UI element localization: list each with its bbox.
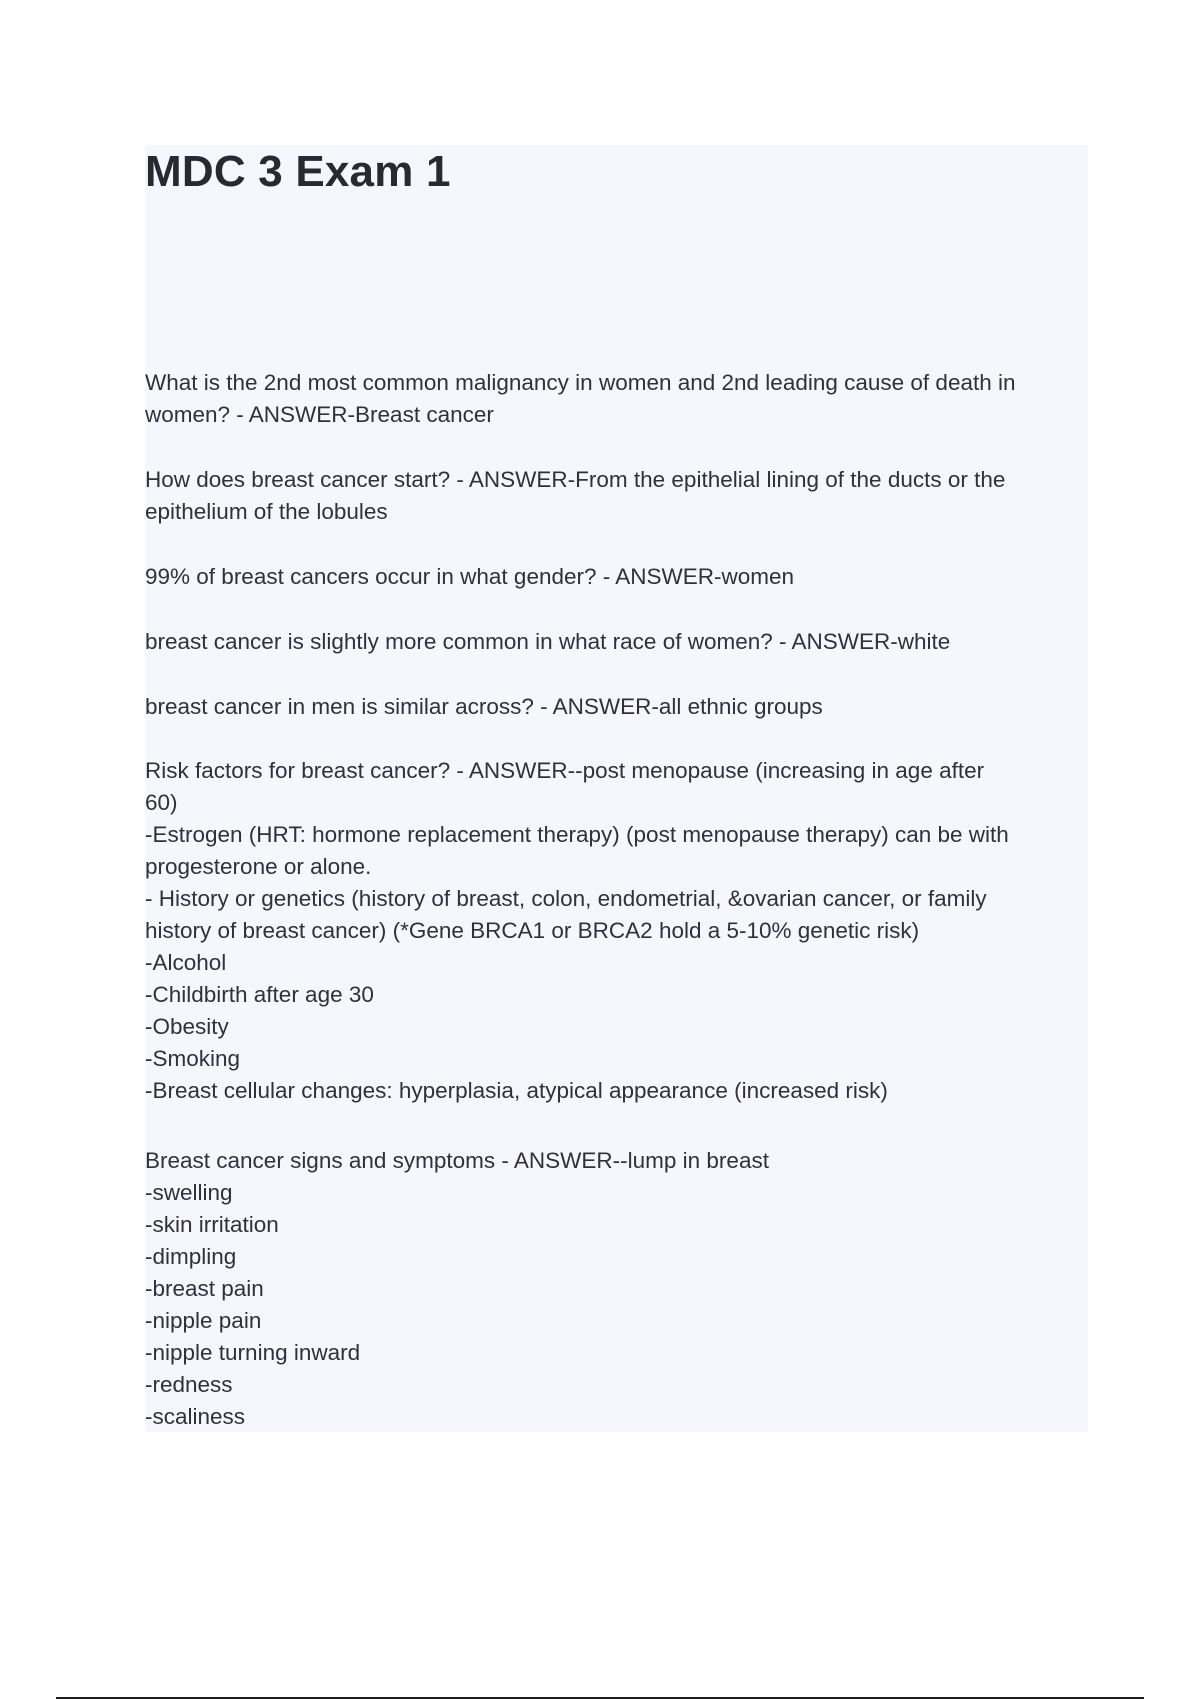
qa-item (145, 464, 1088, 528)
qa-item (145, 691, 1088, 723)
qa-line: -skin irritation (145, 1212, 279, 1237)
qa-line: -redness (145, 1372, 233, 1397)
qa-line: What is the 2nd most common malignancy in women and 2nd leading cause of death in (145, 370, 1016, 395)
qa-line: -nipple pain (145, 1308, 262, 1333)
document-title: MDC 3 Exam 1 (145, 147, 451, 196)
qa-line: -nipple turning inward (145, 1340, 361, 1365)
qa-line: -Obesity (145, 1014, 229, 1039)
document-content (145, 145, 1088, 1432)
qa-line: -Smoking (145, 1046, 241, 1071)
qa-line: How does breast cancer start? - ANSWER-From the epithelial lining of the ducts or the (145, 467, 1006, 492)
qa-line: 60) (145, 790, 178, 815)
qa-line: breast cancer in men is similar across? - ANSWER-all ethnic groups (145, 694, 823, 719)
qa-item (145, 561, 1088, 593)
qa-item (145, 755, 1088, 1107)
page-footer-divider (56, 1697, 1144, 1699)
qa-line: -Estrogen (HRT: hormone replacement therapy) (post menopause therapy) can be with (145, 822, 1009, 847)
qa-line: progesterone or alone. (145, 854, 372, 879)
qa-line: Breast cancer signs and symptoms - ANSWER--lump in breast (145, 1148, 769, 1173)
qa-line: -breast pain (145, 1276, 264, 1301)
qa-line: - History or genetics (history of breast, colon, endometrial, &ovarian cancer, or family (145, 886, 987, 911)
qa-line: Risk factors for breast cancer? - ANSWER--post menopause (increasing in age after (145, 758, 985, 783)
qa-line: -Alcohol (145, 950, 227, 975)
qa-line: -scaliness (145, 1404, 246, 1429)
qa-line: -Childbirth after age 30 (145, 982, 374, 1007)
qa-line: -dimpling (145, 1244, 237, 1269)
qa-line: epithelium of the lobules (145, 499, 388, 524)
qa-line: history of breast cancer) (*Gene BRCA1 or BRCA2 hold a 5-10% genetic risk) (145, 918, 920, 943)
qa-item (145, 1145, 1088, 1433)
qa-line: -swelling (145, 1180, 233, 1205)
qa-item (145, 626, 1088, 658)
qa-line: -Breast cellular changes: hyperplasia, atypical appearance (increased risk) (145, 1078, 888, 1103)
qa-line: 99% of breast cancers occur in what gender? - ANSWER-women (145, 564, 795, 589)
qa-item (145, 367, 1088, 431)
qa-line: breast cancer is slightly more common in what race of women? - ANSWER-white (145, 629, 951, 654)
qa-line: women? - ANSWER-Breast cancer (145, 402, 494, 427)
